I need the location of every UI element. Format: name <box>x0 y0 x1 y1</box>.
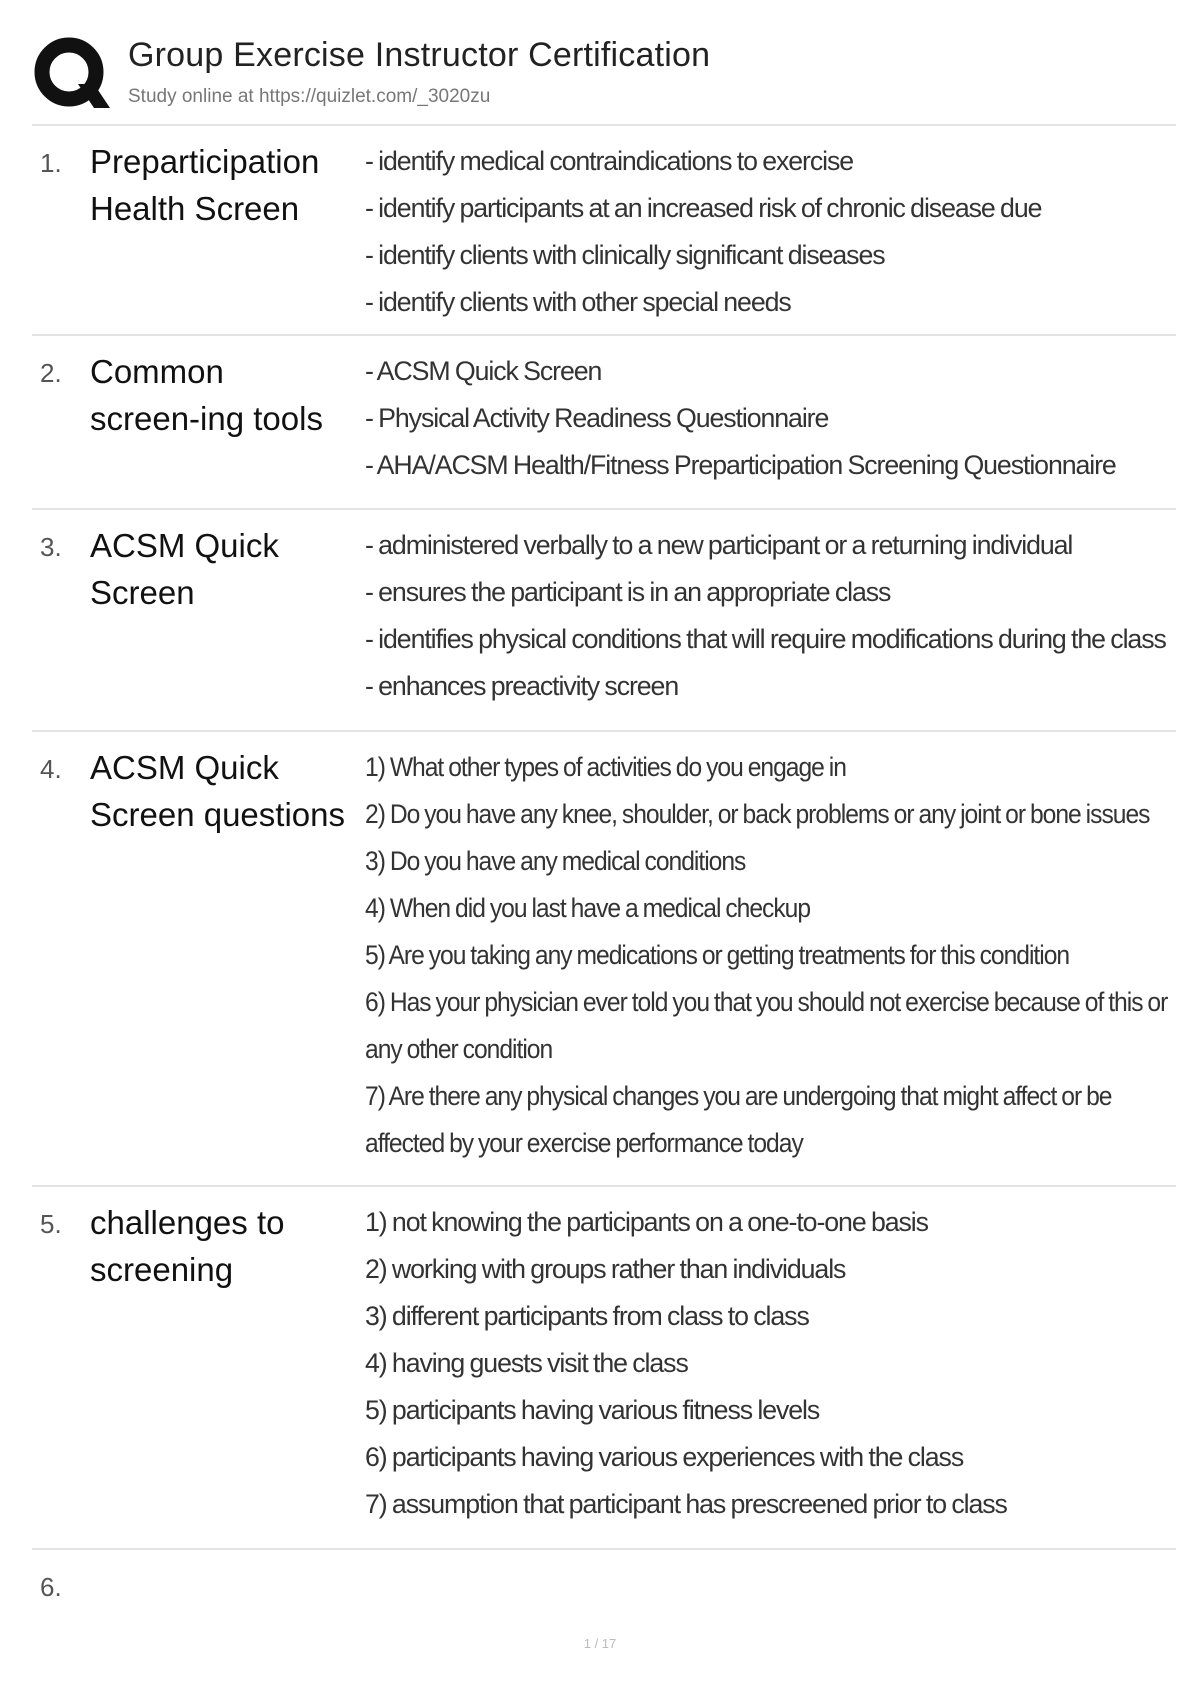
quizlet-logo-icon <box>32 34 112 114</box>
definition-line: 6) participants having various experiences with the class <box>365 1442 964 1472</box>
card-term: ACSM Quick Screen <box>90 527 279 611</box>
card-definition <box>335 1199 1176 1528</box>
card-number: 3. <box>40 532 62 562</box>
definition-line: 7) assumption that participant has prescreened prior to class <box>365 1489 1007 1519</box>
definition-line: 1) not knowing the participants on a one-to-one basis <box>365 1207 928 1237</box>
definition-line: any other condition <box>365 1034 553 1064</box>
flashcard <box>32 334 1176 508</box>
definition-line: 2) working with groups rather than individuals <box>365 1254 846 1284</box>
card-number: 6. <box>40 1572 62 1602</box>
page-indicator: 1 / 17 <box>583 1636 617 1651</box>
definition-line: - administered verbally to a new participant or a returning individual <box>365 530 1073 560</box>
flashcard <box>32 508 1176 730</box>
card-term: Preparticipation Health Screen <box>90 143 320 227</box>
flashcard-list <box>32 124 1176 1628</box>
flashcard <box>32 1548 1176 1628</box>
definition-line: - identify clients with other special needs <box>365 287 791 317</box>
definition-line: - identifies physical conditions that will require modifications during the class <box>365 624 1166 654</box>
study-online-link[interactable]: Study online at https://quizlet.com/_3020zu <box>128 86 491 107</box>
definition-line: 3) Do you have any medical conditions <box>365 846 746 876</box>
definition-line: - identify medical contraindications to exercise <box>365 146 854 176</box>
card-number: 1. <box>40 148 62 178</box>
flashcard <box>32 730 1176 1185</box>
definition-line: affected by your exercise performance today <box>365 1128 803 1158</box>
definition-line: 4) having guests visit the class <box>365 1348 688 1378</box>
card-number: 4. <box>40 754 62 784</box>
definition-line: - ACSM Quick Screen <box>365 356 602 386</box>
definition-line: 3) different participants from class to class <box>365 1301 809 1331</box>
definition-line: 6) Has your physician ever told you that you should not exercise because of this or <box>365 987 1168 1017</box>
card-definition <box>335 522 1176 710</box>
definition-line: 5) participants having various fitness levels <box>365 1395 820 1425</box>
definition-line: 2) Do you have any knee, shoulder, or back problems or any joint or bone issues <box>365 799 1150 829</box>
card-definition <box>335 348 1176 489</box>
definition-line: - ensures the participant is in an appropriate class <box>365 577 891 607</box>
page-title: Group Exercise Instructor Certification <box>128 36 711 74</box>
definition-line: - identify participants at an increased risk of chronic disease due <box>365 193 1042 223</box>
flashcard <box>32 1185 1176 1548</box>
definition-line: - Physical Activity Readiness Questionnaire <box>365 403 829 433</box>
card-term: Common screen-ing tools <box>90 353 323 437</box>
card-number: 5. <box>40 1209 62 1239</box>
definition-line: - enhances preactivity screen <box>365 671 679 701</box>
card-term: ACSM Quick Screen questions <box>90 749 345 833</box>
definition-line: 1) What other types of activities do you engage in <box>365 752 846 782</box>
flashcard <box>32 124 1176 334</box>
definition-line: - identify clients with clinically significant diseases <box>365 240 885 270</box>
card-definition <box>360 744 1200 1167</box>
definition-line: 7) Are there any physical changes you are undergoing that might affect or be <box>365 1081 1112 1111</box>
page-header <box>32 34 1172 124</box>
definition-line: 5) Are you taking any medications or getting treatments for this condition <box>365 940 1070 970</box>
card-definition <box>335 138 1176 326</box>
card-term: challenges to screening <box>90 1204 285 1288</box>
card-number: 2. <box>40 358 62 388</box>
definition-line: - AHA/ACSM Health/Fitness Preparticipation Screening Questionnaire <box>365 450 1116 480</box>
definition-line: 4) When did you last have a medical checkup <box>365 893 811 923</box>
